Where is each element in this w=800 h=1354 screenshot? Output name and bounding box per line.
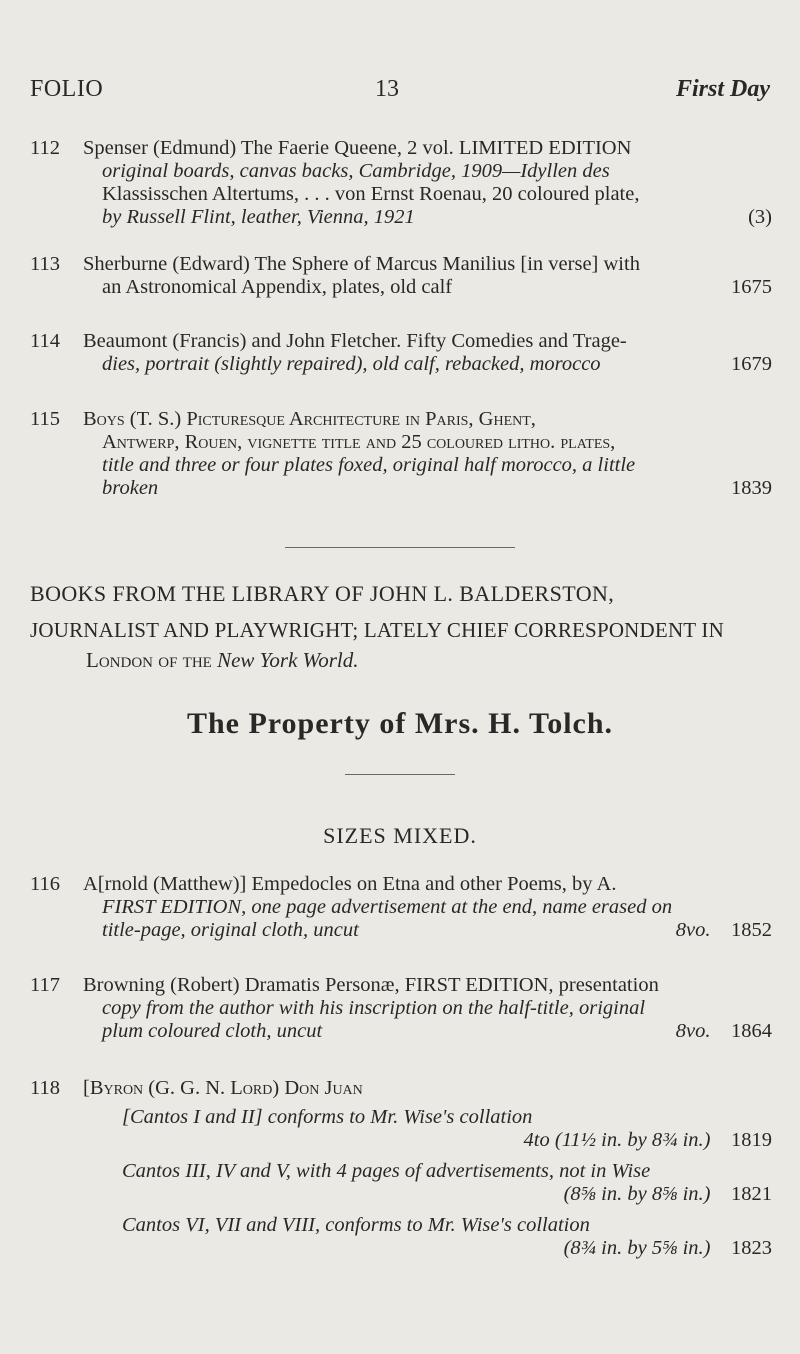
lot-number: 114	[30, 330, 60, 352]
entry-line: Boys (T. S.) Picturesque Architecture in Paris, Ghent,	[83, 408, 536, 430]
part-2	[83, 1160, 772, 1206]
part-1	[83, 1106, 772, 1152]
lot-date: 1852	[731, 919, 772, 941]
entry-line: Beaumont (Francis) and John Fletcher. Fifty Comedies and Trage-	[83, 330, 627, 352]
part-3	[83, 1214, 772, 1260]
lot-date: (3)	[748, 206, 772, 228]
entry-line: A[rnold (Matthew)] Empedocles on Etna and other Poems, by A.	[83, 873, 617, 895]
part-desc: [Cantos I and II] conforms to Mr. Wise's collation	[122, 1106, 533, 1128]
lot-date: 1839	[731, 477, 772, 499]
part-date: 1819	[731, 1129, 772, 1151]
heading-newspaper: New York World.	[217, 648, 359, 672]
book-format: 8vo.	[675, 919, 711, 941]
heading-line-3	[86, 645, 772, 675]
lot-entry-117	[30, 974, 772, 1043]
lot-number: 115	[30, 408, 60, 430]
part-size-line	[122, 1237, 772, 1260]
lot-date: 1864	[731, 1020, 772, 1042]
entry-line: dies, portrait (slightly repaired), old calf, rebacked, morocco	[102, 353, 601, 375]
entry-line: title and three or four plates foxed, original half morocco, a little	[102, 454, 636, 476]
entry-line: Browning (Robert) Dramatis Personæ, FIRST EDITION, presentation	[83, 974, 659, 996]
page-header	[30, 76, 770, 108]
entry-line: by Russell Flint, leather, Vienna, 1921	[102, 206, 415, 228]
entry-title: [Byron (G. G. N. Lord) Don Juan	[83, 1077, 363, 1099]
collection-heading	[30, 579, 772, 675]
lot-entry-114	[30, 330, 772, 376]
heading-line: BOOKS FROM THE LIBRARY OF JOHN L. BALDERSTON,	[30, 581, 615, 606]
entry-line: Sherburne (Edward) The Sphere of Marcus Manilius [in verse] with	[83, 253, 640, 275]
part-date: 1821	[731, 1183, 772, 1205]
lot-entry-113	[30, 253, 772, 299]
entry-line: Spenser (Edmund) The Faerie Queene, 2 vol. LIMITED EDITION	[83, 137, 632, 159]
entry-line: copy from the author with his inscription on the half-title, original	[102, 997, 646, 1019]
entry-line: Klassisschen Altertums, . . . von Ernst Roenau, 20 coloured plate,	[102, 183, 640, 205]
entry-line: plum coloured cloth, uncut	[102, 1020, 323, 1042]
lot-number: 117	[30, 974, 60, 996]
lot-number: 112	[30, 137, 60, 159]
lot-number: 116	[30, 873, 60, 895]
part-size-line	[122, 1183, 772, 1206]
sizes-note: SIZES MIXED.	[323, 823, 477, 848]
entry-line: an Astronomical Appendix, plates, old calf	[102, 276, 453, 298]
entry-last-line	[83, 206, 772, 229]
entry-last-line	[83, 1020, 772, 1043]
day-label: First Day	[675, 76, 770, 102]
lot-number: 118	[30, 1077, 60, 1099]
section-divider	[285, 547, 515, 548]
book-format: 8vo.	[675, 1020, 711, 1042]
page-number: 13	[375, 76, 399, 102]
part-size: (8⅝ in. by 8⅝ in.)	[563, 1183, 711, 1205]
entry-line: original boards, canvas backs, Cambridge, 1909—Idyllen des	[102, 160, 610, 182]
lot-entry-116	[30, 873, 772, 942]
part-size: 4to (11½ in. by 8¾ in.)	[523, 1129, 711, 1151]
lot-number: 113	[30, 253, 60, 275]
part-size-line	[122, 1129, 772, 1152]
property-owner-line: The Property of Mrs. H. Tolch.	[186, 707, 614, 740]
entry-line: broken	[102, 477, 159, 499]
entry-line: Antwerp, Rouen, vignette title and 25 coloured litho. plates,	[102, 431, 616, 453]
part-size: (8¾ in. by 5⅝ in.)	[563, 1237, 711, 1259]
entry-last-line	[83, 276, 772, 299]
folio-label: FOLIO	[30, 76, 104, 102]
entry-last-line	[83, 477, 772, 500]
part-date: 1823	[731, 1237, 772, 1259]
lot-date: 1675	[731, 276, 772, 298]
lot-entry-115	[30, 408, 772, 500]
lot-entry-118	[30, 1077, 772, 1260]
short-divider	[345, 774, 455, 775]
lot-date: 1679	[731, 353, 772, 375]
entry-line: FIRST EDITION, one page advertisement at the end, name erased on	[102, 896, 673, 918]
entry-last-line	[83, 919, 772, 942]
part-desc: Cantos III, IV and V, with 4 pages of advertisements, not in Wise	[122, 1160, 651, 1182]
heading-line: JOURNALIST AND PLAYWRIGHT; LATELY CHIEF CORRESPONDENT IN	[30, 618, 724, 642]
entry-line: title-page, original cloth, uncut	[102, 919, 359, 941]
entry-last-line	[83, 353, 772, 376]
lot-entry-112	[30, 137, 772, 229]
heading-city: London of the	[86, 648, 218, 672]
part-desc: Cantos VI, VII and VIII, conforms to Mr. Wise's collation	[122, 1214, 590, 1236]
